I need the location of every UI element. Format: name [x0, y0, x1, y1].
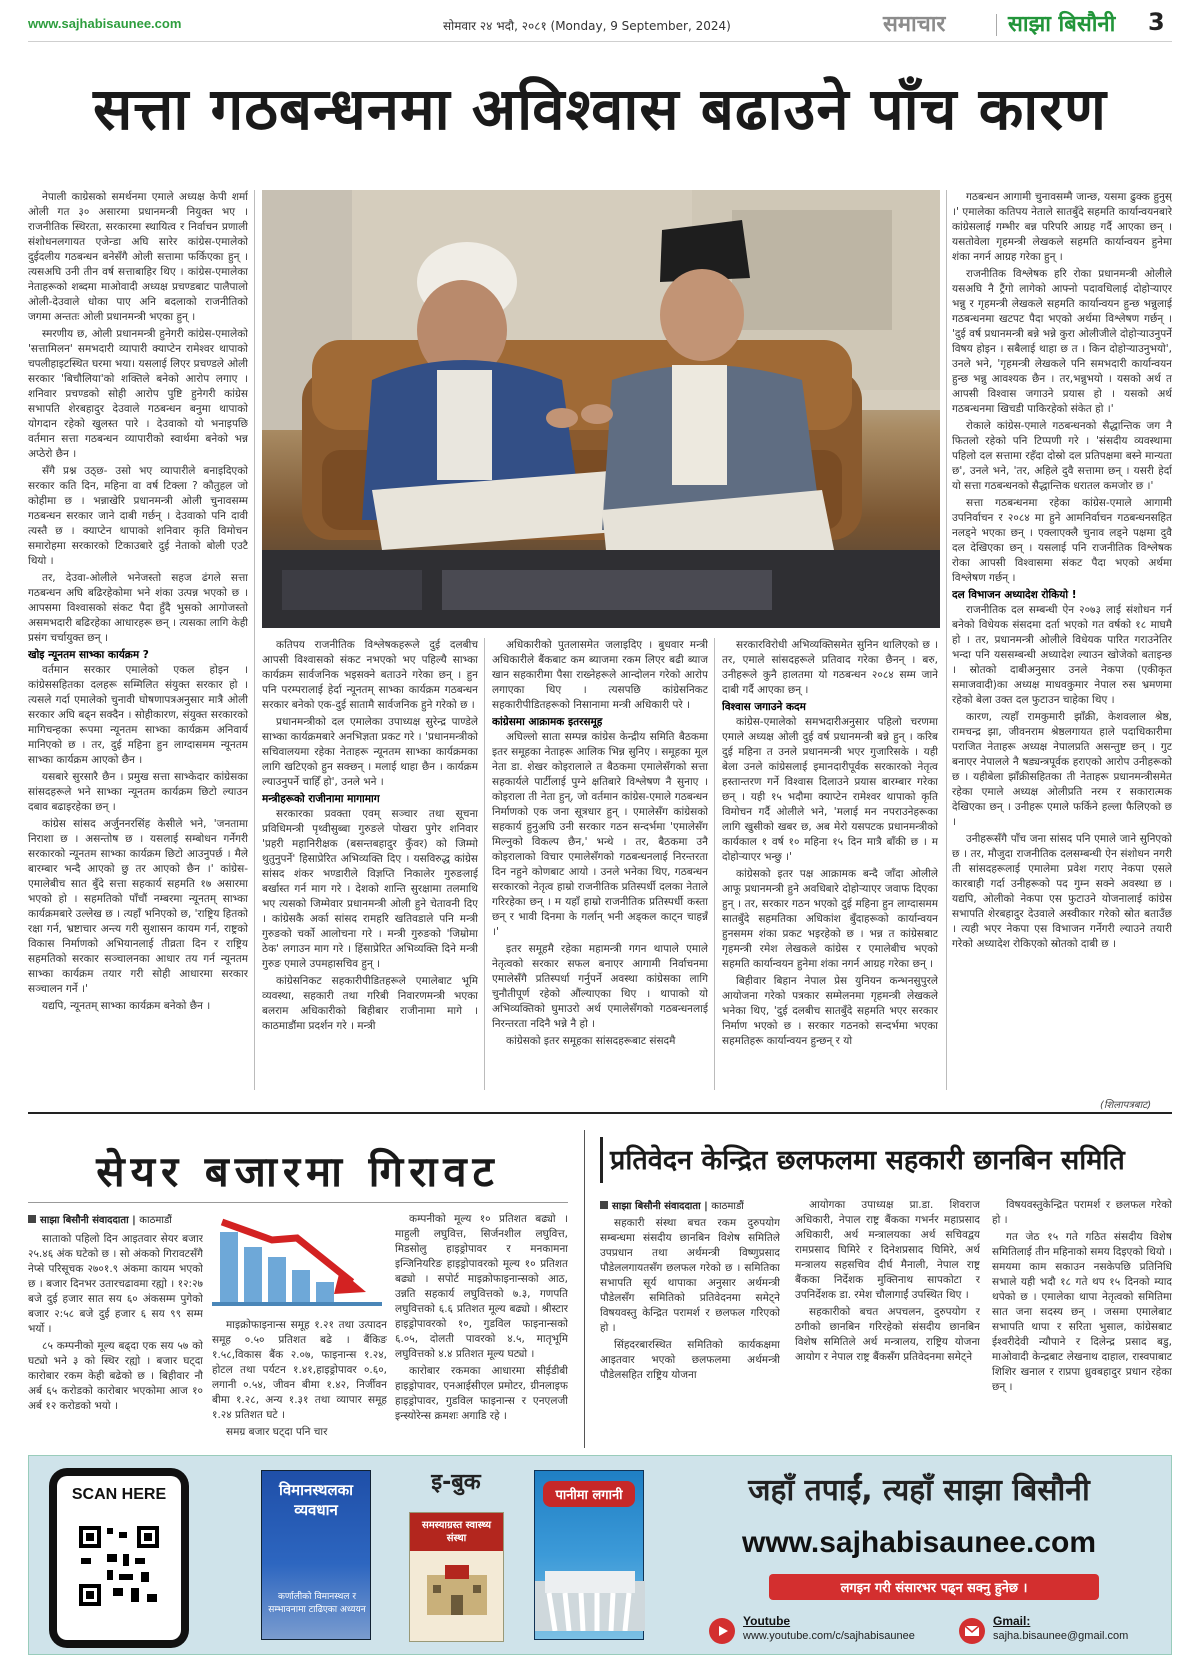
- paragraph: सहकारीको बचत अपचलन, दुरुपयोग र ठगीको छानबिन गरिरहेको संसदीय छानबिन विशेष समितिले अर्थ मन्त्रालय, राष्ट्रिय योजना आयोग र नेपाल राष्ट्र बैंकसँग प्रतिवेदनमा समेट्ने: [795, 1306, 980, 1363]
- ebook-cover-3[interactable]: [534, 1470, 644, 1640]
- section-label: समाचार: [883, 11, 946, 37]
- main-col-4: [722, 638, 938, 1090]
- masthead: [28, 8, 1172, 42]
- ad-tagline: जहाँ तपाईं, त्यहाँ साझा बिसौनी: [748, 1473, 1090, 1508]
- youtube-link[interactable]: [709, 1614, 939, 1648]
- paragraph: सरकारविरोधी अभिव्यक्तिसमेत सुनिन थालिएको छ । तर, एमाले सांसदहरूले प्रतिवाद गरेका छैनन् । बरु, उनीहरूले कुनै हालतमा यो गठबन्धन २०८४ सम्म जाने दाबी गर्दै आएका छन् ।: [722, 639, 938, 696]
- share-byline: साझा बिसौनी संवाददाता | काठमाडौं: [28, 1212, 208, 1226]
- book-title: विमानस्थलका व्यवधान: [278, 1481, 354, 1519]
- paragraph: सहकारी संस्था बचत रकम दुरुपयोग सम्बन्धमा संसदीय छानबिन विशेष समितिले उपप्रधान तथा अर्थमन्त्री विष्णुप्रसाद पौडेललगायतसँग छलफल गरेको छ । समितिका सभापति सूर्य थापाका अनुसार अर्थमन्त्री पौडेलसँग समितिको प्रतिवेदनमा समेट्ने विषयवस्तु केन्द्रित परामर्श र छलफल गरिएको हो ।: [600, 1217, 780, 1334]
- main-headline: सत्ता गठबन्धनमा अविश्वास बढाउने पाँच कारण: [93, 75, 1107, 143]
- gmail-label: Gmail:: [993, 1614, 1031, 1628]
- coop-col-1: [600, 1216, 780, 1448]
- subheading: खोइ न्यूनतम साभ्का कार्यक्रम ?: [28, 649, 149, 661]
- subheading: दल विभाजन अध्यादेश रोकियो !: [952, 589, 1077, 601]
- main-col-3: [492, 638, 708, 1090]
- paragraph: आयोगका उपाध्यक्ष प्रा.डा. शिवराज अधिकारी, नेपाल राष्ट्र बैंकका गभर्नर महाप्रसाद अधिकारी, अर्थ मन्त्रालयका अर्थ सचिवद्वय रामप्रसाद घिमिरे र दिनेशप्रसाद घिमिरे, अर्थ मन्त्रालय सहसचिव दीर्घ मैनाली, नेपाल राष्ट्र बैंकका निर्देशक मुक्तिनाथ सापकोटा र उपनिर्देशक डा. रमेश चौलागाईं उपस्थित थिए ।: [795, 1199, 980, 1301]
- ebook-cover-2[interactable]: [409, 1512, 504, 1642]
- paragraph: स्मरणीय छ, ओली प्रधानमन्त्री हुनेगरी कांग्रेस-एमालेको 'सत्तामिलन' समभदारी व्यापारी क्याप्टेन रामेश्वर थापाको चपलीहाइटस्थित घरमा भया। यसलाई लिएर प्रचण्डले ओली सरकार 'बिचौलिया'को शक्तिले बनेको आरोप लगाए । शनिवार प्रचण्डको सोही आरोप पुष्टि हुनेगरी कांग्रेस सभापति शेरबहादुर देउवाले गठबन्धन बनुमा थापाको योगदान रहेको खुलस्त पारे । देउवाको यो भनाइपछि वर्तमान सत्ता गठबन्धन व्यापारीको स्वार्थमा बनेको भन्न अप्ठेरो छैन ।: [28, 328, 248, 460]
- brand-name: साझा बिसौनी: [1008, 12, 1116, 37]
- main-col-2: [262, 638, 478, 1090]
- paragraph: अधिकारीको पुतलासमेत जलाइदिए । बुधवार मन्त्री अधिकारीले बैंकबाट कम ब्याजमा रकम लिएर बढी ब्याज खान सहकारीमा पैसा राख्नेहरूले आन्दोलन गरेको आरोप लगाएका थिए । त्यसपछि कांग्रेसनिकट सहकारीपीडितहरूको निसानामा मन्त्री अधिकारी परे ।: [492, 639, 708, 711]
- column-rule: [946, 190, 947, 1090]
- main-col-1: [28, 190, 248, 1090]
- column-rule: [714, 638, 715, 1090]
- paragraph: समग्र बजार घट्दा पनि चार: [226, 1426, 328, 1438]
- site-url[interactable]: www.sajhabisaunee.com: [28, 16, 182, 31]
- paragraph: गठबन्धन आगामी चुनावसम्मै जान्छ, यसमा ढुक्क हुनुस् ।' एमालेका कतिपय नेताले सातबुँदे सहमति कार्यान्वयनबारे कांग्रेसलाई गम्भीर बन्न परिपरि आग्रह गर्दै आएका छन् । यसतोवेला गृहमन्त्री लेखकले सहमति कार्यान्वयन हुनेमा शंका नगर्न आग्रह गरेका हुन् ।: [952, 191, 1172, 263]
- paragraph: अघिल्लो साता सम्पन्न कांग्रेस केन्द्रीय समिति बैठकमा इतर समूहका नेताहरू आलिक भिन्न सुनिए । समूहका मूल नेता डा. शेखर कोइरालाले त बैठकमा एमालेसँगको सत्ता सहकार्यले पार्टीलाई पुग्ने क्षतिबारे विश्लेषण नै सुनाए । कोइराला ती नेता हुन्, जो वर्तमान कांग्रेस-एमाले गठबन्धन निर्माणको एक जना सूत्रधार हुन् । एमालेसँग कांग्रेसको सहकार्य हुनुअघि उनी सरकार गठन सन्दर्भमा 'एमालेसँग मिल्नुको विकल्प छैन,' भन्थे । तर, बैठकमा उनै कोइरालाको विचार एमालेसँगको गठबन्धनलाई निरन्तरता दिन नहुने कोणबाट आयो । उनले भनेका थिए, गठबन्धन सरकारको नेतृत्व हाम्रो राजनीतिक प्रतिस्पर्धी दलका नेताले गरिरहेका छन् । म यहाँ हाम्रो राजनीतिक प्रतिस्पर्धी कस्ता छन् र भावी दिनमा के गर्लान् भनी अड्कल काट्न चाहन्नँ ।': [492, 731, 708, 938]
- byline-marker-icon: [28, 1215, 36, 1223]
- headline-rule: [28, 1202, 568, 1203]
- paragraph: सँगै प्रश्न उठ्छ- उसो भए व्यापारीले बनाइदिएको सरकार कति दिन, महिना वा वर्ष टिक्ला ? कौतुहल जो कोहीमा छ । भन्नाखेरि प्रधानमन्त्री ओली चुनावसम्म गठबन्धन सरकार जाने दाबी गर्छन् । देउवाको पनि दावी त्यस्तै छ । क्याप्टेन थापाको शनिवार कृति विमोचन समारोहमा सरकारको टिकाउबारे दुई नेताको बोली एउटै थियो ।: [28, 465, 248, 567]
- page-number: 3: [1148, 8, 1165, 36]
- ebook-advertisement[interactable]: [28, 1455, 1172, 1655]
- section-divider: [28, 1112, 1172, 1114]
- ebook-label: इ-बुक: [431, 1470, 481, 1495]
- paragraph: कतिपय राजनीतिक विश्लेषकहरूले दुई दलबीच आपसी विश्वासको संकट नभएको भए पहिल्यै साभ्का कार्यक्रम सार्वजनिक भइसक्ने बताउने गरेका छन् । हुन पनि परम्परालाई हेर्दा न्यूनतम् साभ्का कार्यक्रम गठबन्धन सरकार बनेको एक-दुई सातामै सार्वजनिक हुने गरेको छ ।: [262, 639, 478, 711]
- scan-here-label: SCAN HERE: [71, 1486, 167, 1503]
- byline-place: काठमाडौं: [711, 1201, 744, 1212]
- paragraph: सिंहदरबारस्थित समितिको कार्यकक्षमा आइतवार भएको छलफलमा अर्थमन्त्री पौडेलसहित राष्ट्रिय योजना: [600, 1339, 780, 1381]
- byline-place: काठमाडौं: [139, 1215, 172, 1226]
- share-col-3: [395, 1212, 568, 1448]
- book-title: समस्याग्रस्त स्वास्थ्य संस्था: [410, 1513, 503, 1551]
- qr-code-icon[interactable]: [77, 1524, 161, 1608]
- book-title: पानीमा लगानी: [543, 1481, 635, 1507]
- youtube-url[interactable]: www.youtube.com/c/sajhabisaunee: [743, 1630, 915, 1642]
- mail-icon: [959, 1618, 985, 1644]
- paragraph: साताको पहिलो दिन आइतवार सेयर बजार २५.४६ अंक घटेको छ । सो अंकको गिरावटसँगै नेप्से परिसूचक २७०१.९ अंकमा कायम भएको छ । बजार दिनभर उतारचढावमा रह्यो । १२:२७ बजे दुई हजार सात सय ६० अंकसम्म पुगेको बजार २:५८ बजे दुई हजार ६ सय ९९ सम्म भर्यो ।: [28, 1233, 203, 1335]
- paragraph: इतर समूहमै रहेका महामन्त्री गगन थापाले एमाले नेतृत्वको सरकार सफल बनाएर आगामी निर्वाचनमा एमालेसँगै प्रतिस्पर्धा गर्नुपर्ने अवस्था कांग्रेसका लागि चुनौतीपूर्ण रहेको औंल्याएका थिए । थापाको यो अभिव्यक्तिको घुमाउरो अर्थ एमालेसँगको गठबन्धनलाई निरन्तरता नदिनै भन्ने नै हो ।: [492, 943, 708, 1030]
- byline-marker-icon: [600, 1201, 608, 1209]
- youtube-icon: [709, 1618, 735, 1644]
- issue-date: सोमवार २४ भदौ, २०८१ (Monday, 9 September, 2024): [443, 19, 731, 33]
- coop-byline: साझा बिसौनी संवाददाता | काठमाडौं: [600, 1198, 780, 1212]
- share-decline-graphic: [212, 1212, 382, 1312]
- gmail-address[interactable]: sajha.bisaunee@gmail.com: [993, 1630, 1129, 1642]
- paragraph: कांग्रेसको इतर समूहका सांसदहरूबाट संसदमै: [506, 1035, 676, 1047]
- paragraph: सरकारका प्रवक्ता एवम् सञ्चार तथा सूचना प्रविधिमन्त्री पृथ्वीसुब्बा गुरुङले पोखरा पुगेर शनिवार 'प्रहरी महानिरीक्षक (बसन्तबहादुर कुँवर) को जिम्मो थुतुनुपर्ने' हिसाप्रेरित अभिव्यक्ति दिए । यसविरुद्ध कांग्रेस सांसद शंकर भण्डारीले विज्ञप्ति निकालेर गुरुङलाई बर्खास्त गर्न माग गरे । देशको शान्ति सुरक्षामा तलमाथि भए त्यसको जिम्मेवार प्रधानमन्त्री ओली हुने चेतावनी दिए । कांग्रेसकै अर्का सांसद रामहरि खतिवडाले पनि मन्त्री गुरुङको चर्को आलोचना गरे । मन्त्री गुरुङको 'जिम्रोमा ठेक' लगाउन माग गरे । हिंसाप्रेरित अभिव्यक्ति दिने मन्त्री गुरुङ एमाले उपमहासचिव हुन् ।: [262, 808, 478, 970]
- paragraph: वर्तमान सरकार एमालेको एकल होइन । कांग्रेससहितका दलहरू सम्मिलित संयुक्त सरकार हो । त्यसले गर्दा एमालेको चुनावी घोषणापत्रअनुसार मात्रै ओली सरकार अघि बढ्न सक्दैन । सोहीकारण, संयुक्त सरकारको मागिचन्हका रूपमा न्यूनतम साभ्का कार्यक्रम अनिवार्य मानिएको छ । तर, दुई महिना हुन लाग्दासमम न्यूनतम साभ्का कार्यक्रम आएको छैन ।: [28, 664, 248, 766]
- story-separator: [584, 1130, 585, 1448]
- paragraph: नेपाली काग्रेसको समर्थनमा एमाले अध्यक्ष केपी शर्मा ओली गत ३० असारमा प्रधानमन्त्री नियुक्त भए । राजनीतिक स्थिरता, सरकारमा स्थायित्व र निर्वाचन प्रणाली संशोधनलगायत एजेन्डा अघि सारेर कांग्रेस-एमालेको दुईदलीय गठबन्धन बनेसँगै ओली सत्तामा फर्किएका हुन् । त्यसअघि उनी तीन वर्ष सत्ताबाहिर थिए । कांग्रेस-एमालेका नेताहरूको शब्दमा माओवादी अध्यक्ष प्रचण्डबाट पालैपालो ओली-देउवाले धोका पाए अनि बदलाको राजनीतिको जगमा अन्ततः ओली प्रधानमन्त्री भएका हुन् ।: [28, 191, 248, 323]
- paragraph: कांग्रेसको इतर पक्ष आक्रामक बन्दै जाँदा ओलीले आफू प्रधानमन्त्री हुने अवधिबारे दोहोऱ्याएर जवाफ दिएका हुन् । तर, सरकार गठन भएको दुई महिना हुन लाग्दासमम सातबुँदे सहमतिका अधिकांश बुँदाहरूको कार्यान्वयन हुनसमम शंका प्रकट भइरहेको छ । भन्न त कांग्रेसबाट गृहमन्त्री रमेश लेखकले कांग्रेस र एमालेबीच भएको सहमति कार्यान्वयन हुनेमा शंका नगर्न आग्रह गरेका छन् ।: [722, 868, 938, 970]
- paragraph: यद्यपि, न्यूनतम् साभ्का कार्यक्रम बनेको छैन ।: [42, 1000, 211, 1012]
- byline-author: साझा बिसौनी संवाददाता: [40, 1215, 129, 1226]
- main-photo: [262, 190, 940, 628]
- paragraph: कांग्रेसनिकट सहकारीपीडितहरूले एमालेबाट भूमि व्यवस्था, सहकारी तथा गरिबी निवारणमन्त्री भएका बलराम अधिकारीको बिहीबार राजीनामा मागे । काठमाडौंमा प्रदर्शन गरे । मन्त्री: [262, 975, 478, 1032]
- subheading: कांग्रेसमा आक्रामक इतरसमूह: [492, 716, 603, 728]
- headline-accent-bar: [600, 1137, 603, 1183]
- paragraph: सत्ता गठबन्धनमा रहेका कांग्रेस-एमाले आगामी उपनिर्वाचन र २०८४ मा हुने आमनिर्वाचन गठबन्धनसहित नलड्ने भएका छन् । एक्लाएक्लै चुनाव लड्ने पक्षमा दुवै दल देखिएका छन् । यसलाई पनि राजनीतिक विश्लेषक रोका आपसी विश्वासमा संकट पैदा भएको अर्थमा विश्लेषण गर्छन् ।: [952, 497, 1172, 584]
- share-market-headline: सेयर बजारमा गिरावट: [96, 1147, 500, 1196]
- paragraph: बिहीवार बिहान नेपाल प्रेस युनियन कन्भनसुपुरले आयोजना गरेको पत्रकार सम्मेलनमा गृहमन्त्री लेखकले भनेका थिए, 'दुई दलबीच सातबुँदे सहमति भएर सरकार निर्माण भएको छ । सरकार गठनको सन्दर्भमा भएका सहमतिहरू कार्यान्वयन हुन्छन् र यो: [722, 975, 938, 1047]
- hospital-building-icon: [417, 1561, 497, 1621]
- share-col-1: [28, 1232, 203, 1447]
- coop-col-3: [992, 1198, 1172, 1448]
- coop-col-2: [795, 1198, 980, 1448]
- paragraph: कारोबार रकमका आधारमा सीईडीबी हाइड्रोपावर, एनआईसीएल प्रमोटर, ग्रीनलाइफ हाइड्रोपावर, गुडविल फाइनान्स र एनएलजी इन्स्योरेन्स क्रमशः अगाडि रहे ।: [395, 1365, 568, 1422]
- phone-qr-graphic[interactable]: [49, 1468, 189, 1648]
- subheading: मन्त्रीहरूको राजीनामा मागामाग: [262, 793, 380, 805]
- ad-website[interactable]: www.sajhabisaunee.com: [741, 1526, 1096, 1559]
- paragraph: रोकाले कांग्रेस-एमाले गठबन्धनको सैद्धान्तिक जग नै फितलो रहेको पनि टिप्पणी गरे । 'संसदीय व्यवस्थामा पहिलो दल सत्तामा रहँदा दोस्रो दल प्रतिपक्षमा बस्ने मान्यता छ', उनले भने, 'तर, अहिले दुवै सत्तामा छन् । यसरी हेर्दा यो सत्ता गठबन्धनको सैद्धान्तिक धरातल कमजोर छ ।': [952, 420, 1172, 492]
- column-rule: [484, 638, 485, 1090]
- coop-headline: प्रतिवेदन केन्द्रित छलफलमा सहकारी छानबिन समिति: [610, 1145, 1125, 1176]
- paragraph: प्रधानमन्त्रीको दल एमालेका उपाध्यक्ष सुरेन्द्र पाण्डेले साभ्का कार्यक्रमबारे अनभिज्ञता प्रकट गरे । 'प्रधानमन्त्रीको सचिवालयमा रहेका नेताहरू न्यूनतम साभ्का कार्यक्रमका लागि खटिएको हुन सक्छन् । मलाई थाहा छैन । कार्यक्रम ल्याउनुपर्ने चाहिँ हो', उनले भने ।: [262, 716, 478, 788]
- downtrend-chart-icon: [212, 1212, 382, 1312]
- column-rule: [254, 190, 255, 1090]
- paragraph: गत जेठ १५ गते गठित संसदीय विशेष समितिलाई तीन महिनाको समय दिइएको थियो । समयमा काम सकाउन नसकेपछि प्रतिनिधि सभाले यही भदौ १८ गते थप १५ दिनको म्याद थपेको छ । एमालेका थापा नेतृत्वको समितिमा सात जना सदस्य छन् । जसमा एमालेबाट सभापति थापा र सरिता भुसाल, कांग्रेसबाट ईश्वरीदेवी न्यौपाने र दिलेन्द्र प्रसाद बडु, माओवादी केन्द्रबाट लेखनाथ दाहाल, रास्वपाबाट शिशिर खनाल र राप्रपा ध्रुवबहादुर प्रधान रहेका छन् ।: [992, 1231, 1172, 1393]
- paragraph: कम्पनीको मूल्य १० प्रतिशत बढ्यो । माहुली लघुवित्त, सिर्जनशील लघुवित्त, मिडसोलु हाइड्रोपावर र मनकामना इन्जिनियरिङ हाइड्रोपावरको मूल्य १० प्रतिशत बढ्यो । सपोर्ट माइक्रोफाइनान्सको आठ, उन्नति सहकार्य लघुवित्तको ७.३, गणपति लघुवित्तको ६.६ प्रतिशत मूल्य बढ्यो । श्रीस्टार हाइड्रोपावरको १०, गुडविल फाइनान्सको ६.०५, दोलती पावरको ४.५, मातृभूमि लघुवित्तको ४.४ प्रतिशत मूल्य घट्यो ।: [395, 1213, 568, 1360]
- ad-login-note: लगइन गरी संसारभर पढ्न सक्नु हुनेछ ।: [769, 1574, 1099, 1600]
- paragraph: राजनीतिक विश्लेषक हरि रोका प्रधानमन्त्री ओलीले यसअघि नै ट्रैंगो लागेको आफ्नो पदावधिलाई दोहोऱ्याएर भन्नु र गृहमन्त्री लेखकले सहमति कार्यान्वयन हुन्छ भन्नुलाई गठबन्धनमा खटपट पैदा भएको अर्थमा विश्लेषण गर्छन् । 'दुई वर्ष प्रधानमन्त्री बन्ने भन्ने कुरा ओलीजीले दोहोऱ्याउनुपर्ने विषय होइन । सबैलाई थाहा छ त । किन दोहोऱ्याउनुभयो', उनले भने, 'गृहमन्त्री लेखकले पनि समभदारी कार्यान्वयन हुन्छ भन्नु आवश्यक छैन । तर,भन्नुभयो । यसको अर्थ त आपसी विश्वास जगाउने प्रयास हो । यसको अर्थ गठबन्धनमा खिचडी पाकिरहेको संकेत हो ।': [952, 268, 1172, 415]
- paragraph: ८५ कम्पनीको मूल्य बढ्दा एक सय ५७ को घट्यो भने ३ को स्थिर रह्यो । बजार घट्दा कारोबार रकम केही बढेको छ । बिहीवार नौ अर्ब ६५ करोडको कारोबार भएकोमा आज १० अर्ब १२ करोडको भयो ।: [28, 1340, 203, 1412]
- byline-author: साझा बिसौनी संवाददाता: [612, 1201, 701, 1212]
- leaders-meeting-illustration: [262, 190, 940, 628]
- youtube-label: Youtube: [743, 1614, 791, 1628]
- source-credit: (शिलापत्रबाट): [1100, 1100, 1152, 1111]
- paragraph: तर, देउवा-ओलीले भनेजस्तो सहज ढंगले सत्ता गठबन्धन अघि बढिरहेकोमा भने शंका उत्पन्न भएको छ । आपसमा विश्वासको संकट पैदा हुँदै भुसको आगोजस्तो असमभदारी बढिरहेका आधारहरू छन् । त्यसका लागि केही प्रसंग चर्चायुक्त छन् ।: [28, 572, 248, 644]
- masthead-divider: [996, 14, 997, 36]
- main-col-5: [952, 190, 1172, 1090]
- dam-illustration-icon: [535, 1551, 645, 1631]
- paragraph: उनीहरूसँगै पाँच जना सांसद पनि एमाले जाने सुनिएको छ । तर, मौजुदा राजनीतिक दलसम्बन्धी ऐन संशोधन नगरी ती सांसदहरूलाई एमालेमा प्रवेश गराए नेकपा एसले कारबाही गर्दा उनीहरूको पद गुम्न सक्ने अवस्था छ । यद्यपि, ओलीको नेकपा एस फुटाउने योजनालाई कांग्रेस सभापति शेरबहादुर देउवाले अस्वीकार गरेको स्रोत बताउँछ । त्यही भएर नेकपा एस विभाजन गर्नेगरी ल्याउने तयारी गरेको अध्यादेश रोकिएको स्रोतको दाबी छ ।: [952, 833, 1172, 950]
- book-subtitle: कर्णालीको विमानस्थल र सम्भावनामा टाढिएका अध्ययन: [268, 1592, 366, 1615]
- paragraph: विषयवस्तुकेन्द्रित परामर्श र छलफल गरेको हो ।: [992, 1199, 1172, 1226]
- subheading: विश्वास जगाउने कदम: [722, 701, 806, 713]
- gmail-link[interactable]: [959, 1614, 1159, 1648]
- paragraph: कांग्रेस सांसद अर्जुननरसिंह केसीले भने, 'जनतामा निराशा छ । असन्तोष छ । यसलाई सम्बोधन गर्नेगरी सरकारको न्यूनतम साभ्का कार्यक्रम छिटो आउनुपर्छ । मैले बारम्बार भन्दै आएको छु तर आएको छैन ।' कांग्रेस-एमालेबीच सात बुँदे सत्ता सहकार्य सहमति १७ असारमा भएको हो । सहमतिको पाँचौं नम्बरमा न्यूनतम् साभ्का कार्यक्रमबारे उल्लेख छ । त्यहाँ भनिएको छ, 'राष्ट्रिय हितको रक्षा गर्न, भ्रष्टाचार अन्त्य गरी सुशासन कायम गर्न, राष्ट्रको विकास निर्माणको अभियानलाई तीव्रता दिन र राष्ट्रिय सहमतिको सरकार सञ्चालनका आधार तय गर्न न्यूनतम साभ्का कार्यक्रम तयार गरी सोही आधारमा सरकार सञ्चालन गर्ने ।': [28, 818, 248, 995]
- paragraph: कांग्रेस-एमालेको समभदारीअनुसार पहिलो चरणमा एमाले अध्यक्ष ओली दुई वर्ष प्रधानमन्त्री बन्ने हुन् । करिब दुई महिना त उनले प्रधानमन्त्री भएर गुजारिसके । यही बेला उनले कांग्रेसलाई इमानदारीपूर्वक सरकारको नेतृत्व हस्तान्तरण गर्ने विश्वास दिलाउने प्रयास बारम्बार गरेका छन् । यही १५ भदौमा क्याप्टेन रामेश्वर थापाको कृति विमोचन गर्दै ओलीले भने, 'मलाई मन नपराउनेहरूका लागि खुसीको खबर छ, अब मेरो यसपटक प्रधानमन्त्रीको कार्यकाल १ वर्ष १० महिना १५ दिन मात्रै बाँकी छ । म दोहोऱ्याएर भन्छु ।': [722, 716, 938, 863]
- paragraph: यसबारे सुरसारै छैन । प्रमुख सत्ता साभ्केदार कांग्रेसका सांसदहरूले भने साभ्का न्यूनतम कार्यक्रम छिटो ल्याउन दबाव बढाइरहेका छन् ।: [28, 771, 248, 813]
- share-col-2: [212, 1318, 387, 1448]
- paragraph: राजनीतिक दल सम्बन्धी ऐन २०७३ लाई संशोधन गर्न बनेको विधेयक संसदमा दर्ता भएको गत वर्षको १८ माघमै हो । तर, प्रधानमन्त्री ओलीले विधेयक पारित गराउनेतिर भन्दा पनि यससम्बन्धी अध्यादेश ल्याउन खोजेको बताइन्छ । स्रोतको दाबीअनुसार उनले नेकपा (एकीकृत समाजवादी)का अध्यक्ष माधवकुमार नेपाल रुस भ्रमणमा रहेको बेला उक्त दल फुटाउन चाहेका थिए ।: [952, 604, 1172, 706]
- ebook-cover-1[interactable]: [261, 1470, 371, 1640]
- paragraph: कारण, त्यहाँ रामकुमारी झाँक्री, केशवलाल श्रेष्ठ, रामचन्द्र झा, जीवनराम श्रेष्ठलगायत हाले पदाधिकारीमा पराजित नेताहरू अध्यक्ष नेपालप्रति असन्तुष्ट छन् । गुट बनाएर नेपालले नै षड्यन्त्रपूर्वक हराएको आरोप उनीहरूको छ । यहीबेला झाँक्रीसहितका ती नेताहरू प्रधानमन्त्रीसमेत रहेका एमाले अध्यक्ष ओलीप्रति नरम र सकारात्मक देखिएका छन् । उनीहरू एमाले फर्किने हल्ला फैलिएको छ ।: [952, 711, 1172, 828]
- paragraph: माइक्रोफाइनान्स समूह १.२१ तथा उत्पादन समूह ०.५० प्रतिशत बढे । बैंकिङ १.५८,विकास बैंक २.०७, फाइनान्स १.२४, होटल तथा पर्यटन १.४१,हाइड्रोपावर ०.६०, लगानी ०.५४, जीवन बीमा १.४२, निर्जीवन बीमा १.२८, अन्य १.३१ तथा व्यापार समूह १.२४ प्रतिशत घटे ।: [212, 1319, 387, 1421]
